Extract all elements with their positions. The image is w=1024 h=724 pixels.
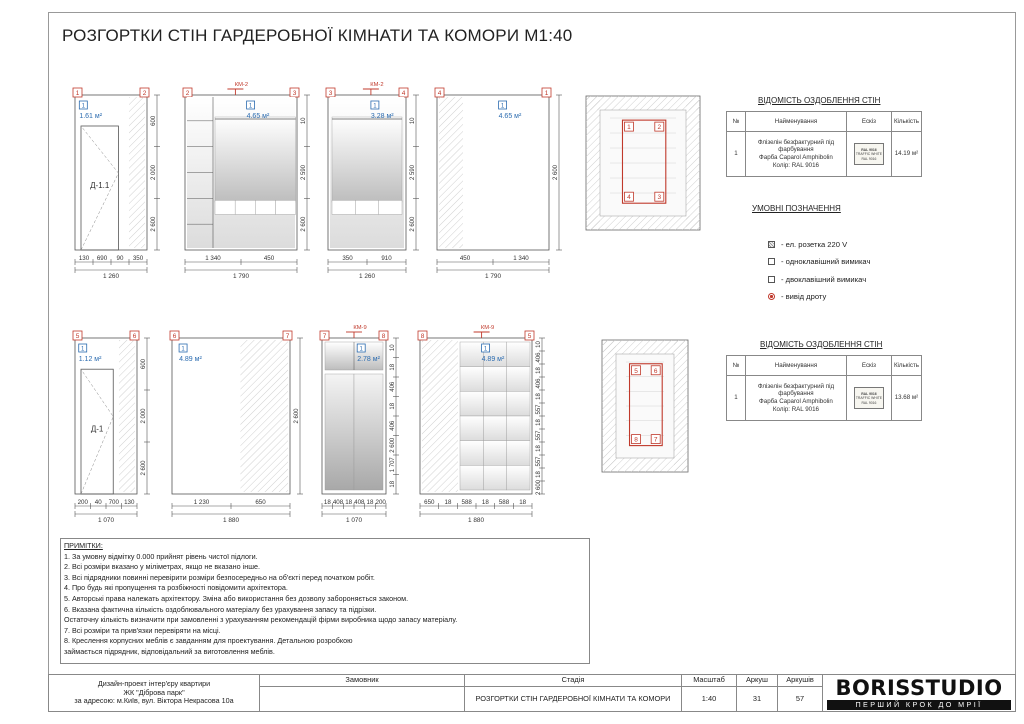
- dimension-label: 200: [77, 499, 88, 506]
- title-block: [48, 674, 1016, 712]
- dimension-label: 2 600: [141, 460, 147, 476]
- dimension-label: 2 590: [410, 164, 416, 181]
- shelf-cubby: [483, 416, 506, 441]
- color-swatch: [854, 143, 884, 165]
- dimension-label: 18: [444, 499, 452, 506]
- dimension-label: 18: [536, 445, 542, 452]
- swatch-label: RAL 9016: [861, 400, 877, 405]
- legend-label: - вивід дроту: [781, 292, 827, 301]
- dimension-label: 2 000: [151, 164, 157, 181]
- elevation-tag-label: 2: [185, 90, 190, 97]
- col-header: Кількість: [891, 356, 921, 376]
- dimension-label: 2 600: [390, 437, 396, 453]
- dimension-label: 130: [124, 499, 135, 506]
- project-line: Дизайн-проект інтер'єру квартири: [97, 679, 211, 689]
- elevation-tag-label: 6: [172, 333, 177, 340]
- col-header: №: [727, 112, 746, 132]
- quantity: 13.68 м²: [891, 376, 921, 421]
- swatch-label: RAL 9016: [861, 156, 877, 161]
- dimension-label: 18: [536, 367, 542, 374]
- shelf-cubby: [460, 367, 483, 392]
- customer-label: Замовник: [260, 675, 465, 687]
- plan-tag-label: 5: [634, 367, 638, 375]
- elevation-tag-label: 4: [437, 90, 442, 97]
- note-line: 2. Всі розміри вказано у міліметрах, якщо не вказано інше.: [64, 562, 260, 572]
- material-line: Фарба Caparol Amphibolin: [759, 154, 833, 161]
- plan-tag-label: 7: [653, 436, 658, 444]
- color-swatch: [854, 387, 884, 409]
- scale-label: Масштаб: [682, 675, 737, 687]
- elevation-tag-label: 1: [75, 90, 80, 97]
- col-header: Найменування: [745, 112, 846, 132]
- finish-schedule-table: [726, 111, 922, 177]
- wire-outlet-icon: [768, 293, 775, 300]
- dimension-label: 588: [498, 499, 510, 506]
- finish-schedule-table: [726, 355, 922, 421]
- drawer: [355, 200, 378, 214]
- dimension-label: 450: [459, 255, 471, 262]
- sketch-cell: [846, 132, 891, 177]
- project-info: [49, 675, 260, 712]
- dimension-total: 1 070: [98, 517, 114, 524]
- dimension-label: 1 230: [193, 499, 210, 506]
- stage-label: Стадія: [465, 675, 682, 687]
- dimension-label: 1 340: [205, 255, 221, 262]
- dimension-label: 10: [536, 341, 542, 348]
- elevation-tag-label: 3: [292, 90, 297, 97]
- dimension-label: 1 707: [390, 457, 396, 473]
- drawer: [379, 200, 402, 214]
- swatch-label: TRAFFIC WHITE: [855, 396, 883, 401]
- dimension-label: 557: [536, 456, 542, 467]
- dimension-label: 1 340: [513, 255, 529, 262]
- drawer: [235, 200, 255, 214]
- elevation-tag-label: 3: [328, 90, 333, 97]
- shelf-cubby: [483, 391, 506, 416]
- shelf-cubby: [460, 342, 483, 367]
- elevation-tag-label: 8: [420, 333, 425, 340]
- dimension-label: 200: [375, 499, 386, 506]
- wardrobe-door: [325, 374, 354, 490]
- dimension-label: 406: [390, 420, 396, 431]
- hanging-section: [332, 117, 402, 202]
- wall-area: 4.89 м²: [179, 356, 202, 363]
- drawer: [215, 200, 235, 214]
- wall-hatch: [586, 96, 600, 230]
- shelf-cubby: [507, 342, 530, 367]
- shelf-cubby: [483, 441, 506, 466]
- dimension-label: 18: [390, 402, 396, 410]
- legend-label: - одноклавішний вимикач: [781, 257, 871, 266]
- schedule-title: ВІДОМІСТЬ ОЗДОБЛЕННЯ СТІН: [758, 96, 881, 105]
- dimension-label: 557: [536, 430, 542, 441]
- shelf-cubby: [460, 465, 483, 490]
- wall-area: 3.28 м²: [370, 113, 394, 120]
- legend-label: - ел. розетка 220 V: [781, 240, 848, 249]
- area-tag-number: 1: [500, 103, 505, 110]
- area-tag-number: 1: [359, 346, 363, 353]
- dimension-label: 557: [536, 404, 542, 415]
- elevation-tag-label: 6: [132, 333, 137, 340]
- legend-title: УМОВНІ ПОЗНАЧЕННЯ: [752, 204, 841, 213]
- dimension-label: 600: [151, 115, 157, 126]
- project-line: за адресою: м.Київ, вул. Віктора Некрасова 10а: [74, 696, 234, 706]
- material-line: фарбування: [778, 390, 814, 398]
- dimension-total: 1 070: [346, 517, 362, 524]
- drawer: [255, 200, 275, 214]
- dimension-label: 2 600: [536, 479, 542, 496]
- sheet-name: РОЗГОРТКИ СТІН ГАРДЕРОБНОЇ КІМНАТИ ТА КОМОРИ: [465, 687, 682, 712]
- km-label: КМ-9: [353, 325, 367, 331]
- sheet-number: 31: [737, 687, 778, 712]
- wall-hatch: [674, 340, 688, 472]
- area-tag-number: 1: [81, 346, 85, 353]
- wall-hatch: [129, 97, 145, 248]
- wall-area: 4.89 м²: [481, 356, 505, 363]
- note-line: 6. Вказана фактична кількість оздоблювального матеріалу без урахування запасу та підрізки.: [64, 604, 377, 614]
- wall-area: 4.65 м²: [246, 113, 270, 120]
- wall-hatch: [602, 340, 616, 472]
- dimension-label: 18: [481, 499, 489, 506]
- dimension-label: 2 600: [301, 216, 307, 232]
- plan-tag-label: 4: [627, 194, 631, 202]
- door-label: Д-1.1: [90, 181, 110, 190]
- dimension-label: 18: [366, 499, 374, 506]
- wall-hatch: [439, 97, 463, 248]
- legend-item: [768, 292, 826, 301]
- dimension-label: 18: [536, 419, 542, 426]
- shelf-cubby: [507, 416, 530, 441]
- row-number: 1: [727, 132, 746, 177]
- dimension-label: 406: [390, 381, 396, 392]
- note-line: займається підрядник, відповідальний за виготовлення меблів.: [64, 646, 275, 656]
- col-header: Кількість: [891, 112, 921, 132]
- dimension-label: 40: [94, 499, 102, 506]
- dimension-label: 2 600: [410, 216, 416, 232]
- single-switch-icon: [768, 258, 775, 265]
- wardrobe-door: [354, 374, 383, 490]
- elevation-tag-label: 8: [381, 333, 386, 340]
- dimension-label: 90: [116, 255, 124, 262]
- km-label: КМ-2: [370, 82, 384, 88]
- col-header: Найменування: [745, 356, 846, 376]
- wall-hatch: [686, 96, 700, 230]
- wall-area: 1.12 м²: [78, 356, 102, 363]
- area-tag-number: 1: [373, 103, 377, 110]
- plan-tag-label: 2: [657, 124, 662, 132]
- dimension-label: 2 600: [151, 216, 157, 232]
- wall-hatch: [586, 216, 700, 230]
- dimension-label: 690: [96, 255, 108, 262]
- dimension-label: 2 000: [141, 408, 147, 424]
- plan-tag-label: 8: [634, 436, 638, 444]
- dimension-label: 650: [255, 499, 266, 506]
- logo-text: BORISSTUDIO: [835, 675, 1003, 700]
- dimension-label: 700: [108, 499, 119, 506]
- dimension-label: 2 600: [553, 164, 559, 181]
- note-line: Остаточну кількість визначити при замовленні з урахуванням рекомендацій фірми виробника щодо запасу матеріалу.: [64, 615, 458, 625]
- shelf-cubby: [507, 465, 530, 490]
- row-number: 1: [727, 376, 746, 421]
- dimension-label: 910: [381, 255, 392, 262]
- shelf-cubby: [507, 367, 530, 392]
- dimension-label: 18: [536, 393, 542, 400]
- quantity: 14.19 м²: [891, 132, 921, 177]
- swatch-label: TRAFFIC WHITE: [855, 152, 883, 157]
- socket-icon: [768, 241, 775, 248]
- note-line: 4. Про будь які пропущення та розбіжності повідомити архітектора.: [64, 583, 288, 593]
- km-label: КМ-9: [480, 325, 495, 331]
- legend-item: [768, 257, 870, 266]
- shelf-cubby: [460, 391, 483, 416]
- wall-hatch: [422, 340, 458, 492]
- dimension-label: 450: [263, 255, 275, 262]
- wall-area: 1.61 м²: [79, 113, 103, 120]
- customer-value: [260, 687, 465, 712]
- area-tag-number: 1: [248, 103, 253, 110]
- dimension-label: 10: [410, 117, 416, 125]
- shelf-cubby: [460, 441, 483, 466]
- km-label: КМ-2: [234, 82, 249, 88]
- logo-slogan: ПЕРШИЙ КРОК ДО МРІЇ: [827, 700, 1011, 710]
- notes-box: [60, 538, 590, 664]
- note-line: 5. Авторські права належать архітектору. Зміна або використання без дозволу забороняється законом.: [64, 593, 409, 603]
- dimension-label: 18: [323, 499, 331, 506]
- col-header: №: [727, 356, 746, 376]
- drawer: [275, 200, 295, 214]
- dimension-label: 350: [132, 255, 144, 262]
- wall-hatch: [119, 340, 135, 492]
- dimension-label: 130: [78, 255, 90, 262]
- swatch-label: RAL 9016: [861, 392, 877, 396]
- elevation-tag-label: 1: [544, 90, 549, 97]
- schedule-title: ВІДОМІСТЬ ОЗДОБЛЕННЯ СТІН: [760, 340, 883, 349]
- dimension-label: 408: [332, 499, 344, 506]
- dimension-label: 18: [390, 480, 396, 488]
- shelf-cubby: [483, 367, 506, 392]
- material-line: Фарба Caparol Amphibolin: [759, 398, 833, 405]
- dimension-label: 18: [536, 471, 542, 478]
- sketch-cell: [846, 376, 891, 421]
- plan-tag-label: 6: [653, 367, 658, 375]
- shelf-cubby: [507, 441, 530, 466]
- material-line: Колір: RAL 9016: [772, 161, 819, 169]
- wall-hatch: [240, 340, 288, 492]
- hanging-section: [215, 117, 296, 202]
- dimension-label: 600: [141, 358, 147, 370]
- dimension-label: 350: [342, 255, 353, 262]
- note-line: 8. Креслення корпусних меблів є завданням для проектування. Детальною розробкою: [64, 636, 353, 646]
- sheet-title: РОЗГОРТКИ СТІН ГАРДЕРОБНОЇ КІМНАТИ ТА КОМОРИ М1:40: [62, 26, 573, 45]
- dimension-total: 1 880: [468, 517, 484, 524]
- col-header: Ескіз: [846, 112, 891, 132]
- dimension-label: 18: [390, 363, 396, 371]
- scale-value: 1:40: [682, 687, 737, 712]
- dimension-label: 18: [345, 499, 353, 506]
- project-line: ЖК "Діброва парк": [123, 687, 185, 697]
- dimension-label: 10: [390, 344, 396, 352]
- drawer: [332, 200, 355, 214]
- area-tag-number: 1: [483, 346, 488, 353]
- note-line: 3. Всі підрядники повинні перевірити розміри безпосередньо на об'єкті перед початком робіт.: [64, 572, 375, 582]
- material-line: фарбування: [778, 146, 814, 154]
- legend-item: [768, 275, 866, 284]
- area-tag-number: 1: [181, 346, 185, 353]
- legend-item: [768, 240, 847, 249]
- wall-area: 4.65 м²: [498, 113, 522, 120]
- wall-hatch: [586, 96, 700, 110]
- notes-title: ПРИМІТКИ:: [64, 541, 103, 550]
- elevation-tag-label: 7: [285, 333, 290, 340]
- dimension-total: 1 790: [485, 273, 501, 280]
- swatch-label: RAL 9016: [861, 148, 877, 152]
- shelf-cubby: [483, 465, 506, 490]
- dimension-total: 1 880: [223, 517, 239, 524]
- material-line: Флізелін безфактурний під: [757, 382, 835, 390]
- shelf-cubby: [507, 391, 530, 416]
- plan-tag-label: 1: [627, 124, 631, 132]
- material-line: Колір: RAL 9016: [772, 405, 819, 413]
- double-switch-icon: [768, 276, 775, 283]
- shelf-cubby: [460, 416, 483, 441]
- dimension-label: 10: [301, 117, 307, 125]
- material-name: [745, 376, 846, 421]
- note-line: 7. Всі розміри та прив'язки перевіряти на місці.: [64, 625, 221, 635]
- dimension-label: 406: [536, 378, 542, 389]
- sheets-label: Аркушів: [778, 675, 823, 687]
- sheets-total: 57: [778, 687, 823, 712]
- col-header: Ескіз: [846, 356, 891, 376]
- dimension-label: 18: [519, 499, 527, 506]
- plan-tag-label: 3: [657, 194, 662, 202]
- elevation-tag-label: 5: [75, 333, 80, 340]
- dimension-total: 1 790: [233, 273, 249, 280]
- door-label: Д-1: [90, 424, 104, 434]
- dimension-label: 406: [536, 352, 542, 363]
- material-name: [745, 132, 846, 177]
- dimension-label: 2 590: [301, 164, 307, 181]
- elevation-tag-label: 2: [142, 90, 147, 97]
- wall-area: 2.78 м²: [357, 356, 380, 363]
- elevation-tag-label: 7: [322, 333, 327, 340]
- dimension-total: 1 260: [103, 273, 119, 280]
- area-tag-number: 1: [81, 103, 85, 110]
- dimension-label: 588: [461, 499, 472, 506]
- dimension-total: 1 260: [359, 273, 375, 280]
- sheet-label: Аркуш: [737, 675, 778, 687]
- material-line: Флізелін безфактурний під: [757, 138, 835, 146]
- dimension-label: 408: [354, 499, 365, 506]
- elevation-tag-label: 5: [527, 333, 532, 340]
- elevation-tag-label: 4: [401, 90, 406, 97]
- note-line: 1. За умовну відмітку 0.000 прийнят рівень чистої підлоги.: [64, 551, 258, 561]
- legend-label: - двоклавішний вимикач: [781, 275, 867, 284]
- dimension-label: 2 600: [294, 408, 300, 424]
- dimension-label: 650: [424, 499, 435, 506]
- studio-logo: [823, 675, 1016, 712]
